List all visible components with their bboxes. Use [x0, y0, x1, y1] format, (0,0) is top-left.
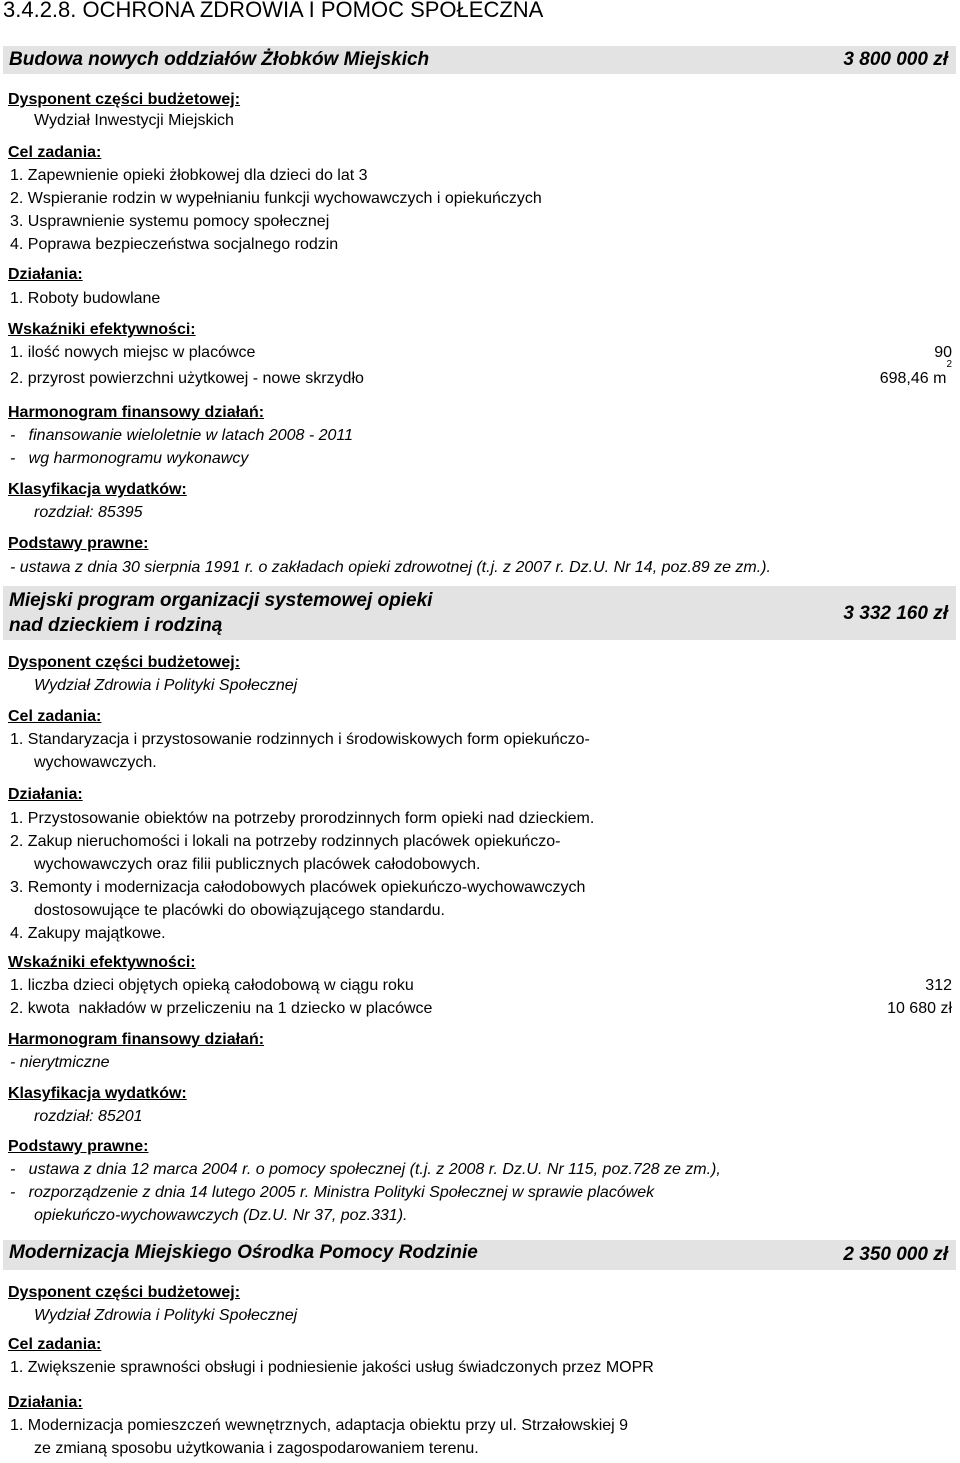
- list-item: dostosowujące te placówki do obowiązującego standardu.: [34, 902, 445, 919]
- indicator-value: 312: [925, 977, 952, 994]
- list-item: 1. Przystosowanie obiektów na potrzeby prorodzinnych form opieki nad dzieckiem.: [10, 810, 595, 827]
- list-item: 1. Zapewnienie opieki żłobkowej dla dzieci do lat 3: [10, 167, 368, 184]
- list-item: wychowawczych.: [34, 754, 157, 771]
- list-item: 4. Zakupy majątkowe.: [10, 925, 166, 942]
- project-amount: 2 350 000 zł: [843, 1244, 948, 1265]
- harmonogram-label: Harmonogram finansowy działań:: [8, 404, 265, 421]
- list-item: wychowawczych oraz filii publicznych placówek całodobowych.: [34, 856, 481, 873]
- list-item: 1. Zwiększenie sprawności obsługi i podniesienie jakości usług świadczonych przez MOPR: [10, 1359, 654, 1376]
- wskazniki-label: Wskaźniki efektywności:: [8, 954, 196, 971]
- list-item: 1. Standaryzacja i przystosowanie rodzinnych i środowiskowych form opiekuńczo-: [10, 731, 590, 748]
- cel-label: Cel zadania:: [8, 708, 102, 725]
- podstawy-label: Podstawy prawne:: [8, 1138, 149, 1155]
- list-item: - wg harmonogramu wykonawcy: [10, 450, 249, 467]
- project-title: Budowa nowych oddziałów Żłobków Miejskich: [9, 49, 430, 70]
- indicator-label: 1. ilość nowych miejsc w placówce: [10, 344, 256, 361]
- indicator-value-wrap: [879, 359, 952, 390]
- cel-label: Cel zadania:: [8, 144, 102, 161]
- list-item: 2. Zakup nieruchomości i lokali na potrzeby rodzinnych placówek opiekuńczo-: [10, 833, 561, 850]
- list-item: - ustawa z dnia 12 marca 2004 r. o pomocy społecznej (t.j. z 2008 r. Dz.U. Nr 115, poz.728 ze zm.),: [10, 1161, 721, 1178]
- list-item: - ustawa z dnia 30 sierpnia 1991 r. o zakładach opieki zdrowotnej (t.j. z 2007 r. Dz.U. Nr 14, poz.89 ze zm.).: [10, 559, 771, 576]
- dzialania-label: Działania:: [8, 266, 83, 283]
- indicator-label: 2. przyrost powierzchni użytkowej - nowe skrzydło: [10, 370, 364, 387]
- podstawy-label: Podstawy prawne:: [8, 535, 149, 552]
- list-item: - nierytmiczne: [10, 1054, 110, 1071]
- list-item: opiekuńczo-wychowawczych (Dz.U. Nr 37, poz.331).: [34, 1207, 408, 1224]
- dysponent-label: Dysponent części budżetowej:: [8, 91, 241, 108]
- project-amount: 3 332 160 zł: [843, 603, 948, 624]
- indicator-value: 90: [934, 344, 952, 361]
- project-header: [3, 586, 956, 640]
- indicator-label: 1. liczba dzieci objętych opieką całodobową w ciągu roku: [10, 977, 414, 994]
- list-item: 1. Roboty budowlane: [10, 290, 161, 307]
- dysponent-label: Dysponent części budżetowej:: [8, 1284, 241, 1301]
- list-item: 3. Usprawnienie systemu pomocy społecznej: [10, 213, 330, 230]
- project-header: [3, 46, 956, 74]
- project-title: Miejski program organizacji systemowej opieki: [9, 590, 433, 611]
- list-item: 3. Remonty i modernizacja całodobowych placówek opiekuńczo-wychowawczych: [10, 879, 586, 896]
- wskazniki-label: Wskaźniki efektywności:: [8, 321, 196, 338]
- project-header: [3, 1240, 956, 1270]
- klasyfikacja-value: rozdział: 85201: [34, 1108, 143, 1125]
- unit-superscript: 2: [946, 359, 952, 370]
- dzialania-label: Działania:: [8, 1394, 83, 1411]
- indicator-value: 10 680 zł: [887, 1000, 952, 1017]
- indicator-label: 2. kwota nakładów w przeliczeniu na 1 dziecko w placówce: [10, 1000, 433, 1017]
- klasyfikacja-label: Klasyfikacja wydatków:: [8, 1085, 187, 1102]
- list-item: ze zmianą sposobu użytkowania i zagospodarowaniem terenu.: [34, 1440, 479, 1457]
- dysponent-label: Dysponent części budżetowej:: [8, 654, 241, 671]
- klasyfikacja-value: rozdział: 85395: [34, 504, 143, 521]
- dysponent-value: Wydział Zdrowia i Polityki Społecznej: [34, 1307, 298, 1324]
- list-item: 1. Modernizacja pomieszczeń wewnętrznych, adaptacja obiektu przy ul. Strzałowskiej 9: [10, 1417, 629, 1434]
- dysponent-value: Wydział Zdrowia i Polityki Społecznej: [34, 677, 298, 694]
- list-item: - finansowanie wieloletnie w latach 2008 - 2011: [10, 427, 354, 444]
- list-item: 2. Wspieranie rodzin w wypełnianiu funkcji wychowawczych i opiekuńczych: [10, 190, 542, 207]
- project-amount: 3 800 000 zł: [843, 49, 948, 70]
- dzialania-label: Działania:: [8, 786, 83, 803]
- list-item: - rozporządzenie z dnia 14 lutego 2005 r. Ministra Polityki Społecznej w sprawie placówek: [10, 1184, 655, 1201]
- indicator-value: 698,46 m: [879, 370, 947, 387]
- project-title: Modernizacja Miejskiego Ośrodka Pomocy Rodzinie: [9, 1242, 478, 1263]
- project-title: nad dzieckiem i rodziną: [9, 615, 223, 636]
- list-item: 4. Poprawa bezpieczeństwa socjalnego rodzin: [10, 236, 339, 253]
- cel-label: Cel zadania:: [8, 1336, 102, 1353]
- harmonogram-label: Harmonogram finansowy działań:: [8, 1031, 265, 1048]
- section-title: 3.4.2.8. OCHRONA ZDROWIA I POMOC SPOŁECZNA: [3, 0, 544, 22]
- klasyfikacja-label: Klasyfikacja wydatków:: [8, 481, 187, 498]
- dysponent-value: Wydział Inwestycji Miejskich: [34, 112, 234, 129]
